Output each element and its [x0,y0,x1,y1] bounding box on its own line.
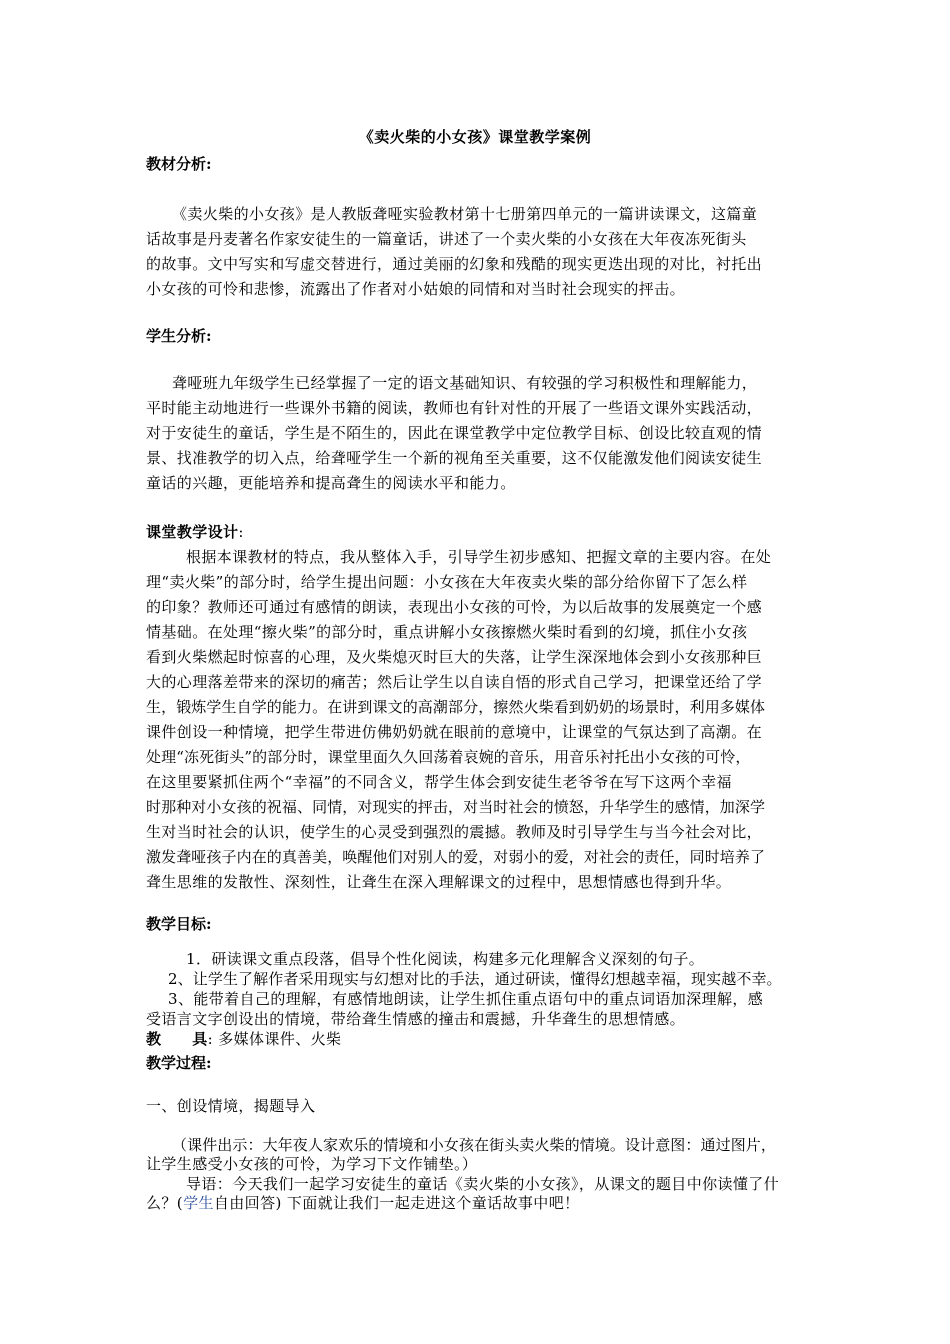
design-line: 课件创设一种情境，把学生带进仿佛奶奶就在眼前的意境中，让课堂的气氛达到了高潮。在 [146,723,763,741]
material-line: 小女孩的可怜和悲惨，流露出了作者对小姑娘的同情和对当时社会现实的抨击。 [146,280,686,298]
material-line: 《卖火柴的小女孩》是人教版聋哑实验教材第十七册第四单元的一篇讲读课文，这篇童 [172,205,758,223]
student-analysis-heading: 学生分析: [146,327,212,345]
student-line: 平时能主动地进行一些课外书籍的阅读，教师也有针对性的开展了一些语文课外实践活动， [146,399,763,417]
student-line: 聋哑班九年级学生已经掌握了一定的语文基础知识、有较强的学习积极性和理解能力， [172,374,758,392]
design-line: 大的心理落差带来的深切的痛苦；然后让学生以自读自悟的形式自己学习，把课堂还给了学 [146,673,763,691]
design-line: 在这里要紧抓住两个“幸福”的不同含义，帮学生体会到安徒生老爷爷在写下这两个幸福 [146,773,732,791]
material-line: 的故事。文中写实和写虚交替进行，通过美丽的幻象和残酷的现实更迭出现的对比，衬托出 [146,255,763,273]
intro-line-prefix: 么？( [146,1194,184,1212]
document-title: 《卖火柴的小女孩》课堂教学案例 [358,128,592,146]
student-line: 童话的兴趣，更能培养和提高聋生的阅读水平和能力。 [146,474,516,492]
teaching-goals-heading: 教学目标: [146,915,212,933]
design-line: 聋生思维的发散性、深刻性，让聋生在深入理解课文的过程中，思想情感也得到升华。 [146,873,732,891]
student-line: 景、找准教学的切入点，给聋哑学生一个新的视角至关重要，这不仅能激发他们阅读安徒生 [146,449,763,467]
goal-item: 1．研读课文重点段落，倡导个性化阅读，构建多元化理解含义深刻的句子。 [186,950,705,968]
teaching-tools-value: : 多媒体课件、火柴 [207,1030,342,1048]
intro-line [146,1192,580,1213]
material-analysis-heading: 教材分析: [146,155,212,173]
design-line: 理“卖火柴”的部分时，给学生提出问题：小女孩在大年夜卖火柴的部分给你留下了怎么样 [146,573,748,591]
design-line: 生，锻炼学生自学的能力。在讲到课文的高潮部分，擦然火柴看到奶奶的场景时，利用多媒体 [146,698,766,716]
goal-item: 3、能带着自己的理解，有感情地朗读，让学生抓住重点语句中的重点词语加深理解，感 [168,990,764,1008]
teaching-tools-label: 教 具 [146,1030,208,1048]
intro-line-suffix: 自由回答) 下面就让我们一起走进这个童话故事中吧！ [213,1194,580,1212]
teaching-process-heading: 教学过程: [146,1054,212,1072]
design-line: 激发聋哑孩子内在的真善美，唤醒他们对别人的爱，对弱小的爱，对社会的责任，同时培养了 [146,848,766,866]
classroom-design-heading [146,521,244,542]
process-step-1: 一、创设情境，揭题导入 [146,1097,316,1115]
design-line: 的印象？教师还可通过有感情的朗读，表现出小女孩的可怜，为以后故事的发展奠定一个感 [146,598,763,616]
courseware-line: 让学生感受小女孩的可怜，为学习下文作铺垫。） [146,1155,478,1173]
goal-item-continuation: 受语言文字创设出的情境，带给聋生情感的撞击和震撼，升华聋生的思想情感。 [146,1010,686,1028]
design-line: 根据本课教材的特点，我从整体入手，引导学生初步感知、把握文章的主要内容。在处 [186,548,772,566]
student-line: 对于安徒生的童话，学生是不陌生的，因此在课堂教学中定位教学目标、创设比较直观的情 [146,424,763,442]
design-line: 情基础。在处理“擦火柴”的部分时，重点讲解小女孩擦燃火柴时看到的幻境，抓住小女孩 [146,623,748,641]
intro-line: 导语：今天我们一起学习安徒生的童话《卖火柴的小女孩》，从课文的题目中你读懂了什 [186,1175,780,1193]
design-line: 生对当时社会的认识，使学生的心灵受到强烈的震撼。教师及时引导学生与当今社会对比， [146,823,763,841]
intro-line-highlight: 学生 [183,1194,214,1212]
classroom-design-heading-colon: : [238,523,244,541]
design-line: 处理“冻死街头”的部分时，课堂里面久久回荡着哀婉的音乐，用音乐衬托出小女孩的可怜， [146,748,751,766]
goal-item: 2、让学生了解作者采用现实与幻想对比的手法，通过研读，懂得幻想越幸福，现实越不幸。 [168,970,782,988]
design-line: 看到火柴燃起时惊喜的心理，及火柴熄灭时巨大的失落，让学生深深地体会到小女孩那种巨 [146,648,763,666]
courseware-line: （课件出示：大年夜人家欢乐的情境和小女孩在街头卖火柴的情境。设计意图：通过图片， [172,1136,777,1154]
material-line: 话故事是丹麦著名作家安徒生的一篇童话，讲述了一个卖火柴的小女孩在大年夜冻死街头 [146,230,747,248]
teaching-tools [146,1028,341,1049]
classroom-design-heading-text: 课堂教学设计 [146,523,239,541]
design-line: 时那种对小女孩的祝福、同情，对现实的抨击，对当时社会的愤怒，升华学生的感情，加深学 [146,798,766,816]
